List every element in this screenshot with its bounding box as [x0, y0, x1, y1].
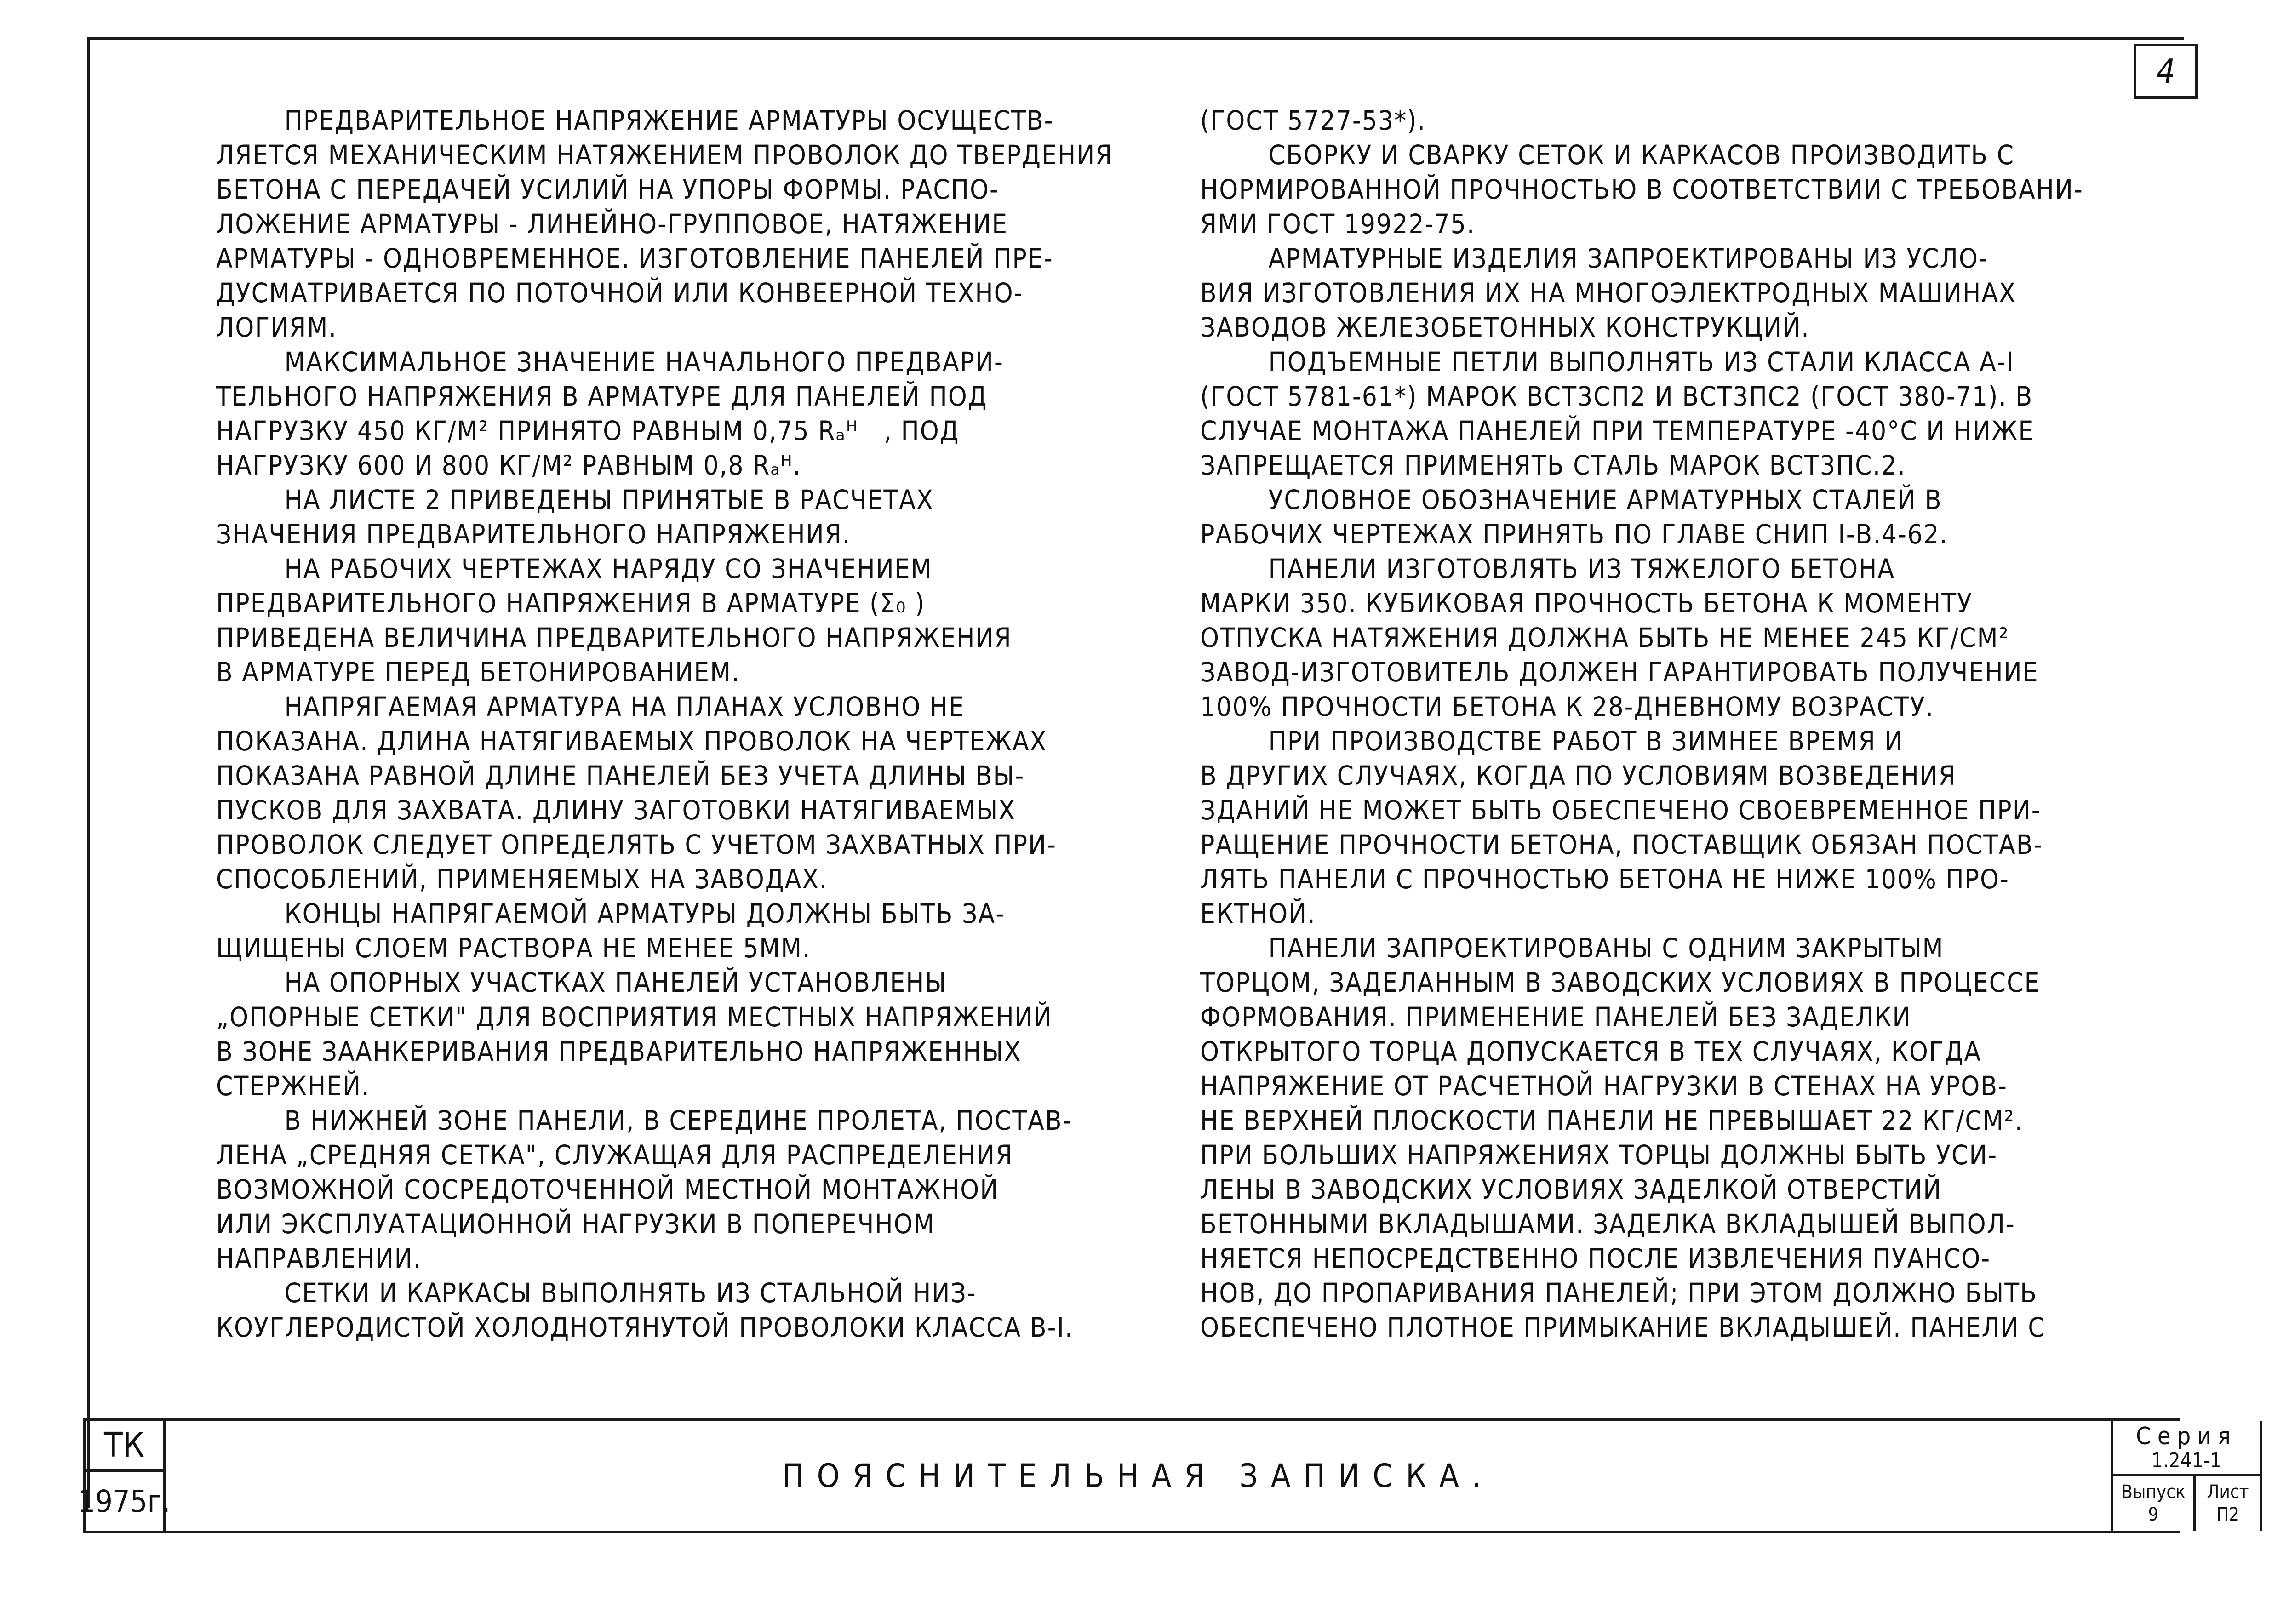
- text-line: ПРЕДВАРИТЕЛЬНОГО НАПРЯЖЕНИЯ В АРМАТУРЕ (Σ₀ ): [216, 588, 926, 619]
- text-line: 100% ПРОЧНОСТИ БЕТОНА К 28-ДНЕВНОМУ ВОЗРАСТУ.: [1200, 691, 1934, 722]
- text-line: ЛЕНЫ В ЗАВОДСКИХ УСЛОВИЯХ ЗАДЕЛКОЙ ОТВЕРСТИЙ: [1200, 1174, 1942, 1205]
- text-line: ЗАВОД-ИЗГОТОВИТЕЛЬ ДОЛЖЕН ГАРАНТИРОВАТЬ ПОЛУЧЕНИЕ: [1200, 657, 2039, 688]
- text-line: ОБЕСПЕЧЕНО ПЛОТНОЕ ПРИМЫКАНИЕ ВКЛАДЫШЕЙ. ПАНЕЛИ С: [1200, 1312, 2046, 1343]
- series-box: [2113, 1421, 2260, 1476]
- sheet-value: П2: [2216, 1504, 2239, 1525]
- document-title: ПОЯСНИТЕЛЬНАЯ ЗАПИСКА.: [782, 1457, 1494, 1495]
- text-line: НЯЕТСЯ НЕПОСРЕДСТВЕННО ПОСЛЕ ИЗВЛЕЧЕНИЯ ПУАНСО-: [1200, 1243, 1991, 1274]
- text-line: НАГРУЗКУ 450 КГ/М² ПРИНЯТО РАВНЫМ 0,75 Rₐᴴ , ПОД: [216, 415, 960, 446]
- text-line: СЕТКИ И КАРКАСЫ ВЫПОЛНЯТЬ ИЗ СТАЛЬНОЙ НИЗ-: [216, 1277, 977, 1309]
- text-line: В ДРУГИХ СЛУЧАЯХ, КОГДА ПО УСЛОВИЯМ ВОЗВЕДЕНИЯ: [1200, 760, 1957, 791]
- text-line: ПОКАЗАНА. ДЛИНА НАТЯГИВАЕМЫХ ПРОВОЛОК НА ЧЕРТЕЖАХ: [216, 726, 1047, 757]
- text-line: ТЕЛЬНОГО НАПРЯЖЕНИЯ В АРМАТУРЕ ДЛЯ ПАНЕЛЕЙ ПОД: [216, 381, 988, 412]
- text-line: ПАНЕЛИ ИЗГОТОВЛЯТЬ ИЗ ТЯЖЕЛОГО БЕТОНА: [1200, 553, 1895, 584]
- text-line: МАРКИ 350. КУБИКОВАЯ ПРОЧНОСТЬ БЕТОНА К МОМЕНТУ: [1200, 588, 1973, 619]
- issue-box: [2113, 1476, 2196, 1531]
- text-line: ТОРЦОМ, ЗАДЕЛАННЫМ В ЗАВОДСКИХ УСЛОВИЯХ В ПРОЦЕССЕ: [1200, 967, 2041, 998]
- sheet-box: [2196, 1476, 2260, 1531]
- text-line: АРМАТУРНЫЕ ИЗДЕЛИЯ ЗАПРОЕКТИРОВАНЫ ИЗ УСЛО-: [1200, 243, 1988, 274]
- sheet-label: Лист: [2207, 1481, 2249, 1503]
- text-line: ЗДАНИЙ НЕ МОЖЕТ БЫТЬ ОБЕСПЕЧЕНО СВОЕВРЕМЕННОЕ ПРИ-: [1200, 795, 2041, 826]
- text-line: БЕТОНА С ПЕРЕДАЧЕЙ УСИЛИЙ НА УПОРЫ ФОРМЫ. РАСПО-: [216, 174, 999, 205]
- text-line: СБОРКУ И СВАРКУ СЕТОК И КАРКАСОВ ПРОИЗВОДИТЬ С: [1200, 139, 2015, 171]
- text-line: НАГРУЗКУ 600 И 800 КГ/М² РАВНЫМ 0,8 Rₐᴴ.: [216, 450, 802, 481]
- text-line: ПРОВОЛОК СЛЕДУЕТ ОПРЕДЕЛЯТЬ С УЧЕТОМ ЗАХВАТНЫХ ПРИ-: [216, 829, 1057, 860]
- text-line: СТЕРЖНЕЙ.: [216, 1070, 370, 1102]
- text-line: СПОСОБЛЕНИЙ, ПРИМЕНЯЕМЫХ НА ЗАВОДАХ.: [216, 863, 828, 895]
- text-line: ЩИЩЕНЫ СЛОЕМ РАСТВОРА НЕ МЕНЕЕ 5ММ.: [216, 932, 811, 964]
- text-line: УСЛОВНОЕ ОБОЗНАЧЕНИЕ АРМАТУРНЫХ СТАЛЕЙ В: [1200, 484, 1942, 515]
- title-block-series-cell: [2111, 1421, 2262, 1531]
- text-line: ПУСКОВ ДЛЯ ЗАХВАТА. ДЛИНУ ЗАГОТОВКИ НАТЯГИВАЕМЫХ: [216, 795, 1016, 826]
- text-line: ЛЯЕТСЯ МЕХАНИЧЕСКИМ НАТЯЖЕНИЕМ ПРОВОЛОК ДО ТВЕРДЕНИЯ: [216, 139, 1113, 171]
- text-line: НАПРЯЖЕНИЕ ОТ РАСЧЕТНОЙ НАГРУЗКИ В СТЕНАХ НА УРОВ-: [1200, 1070, 2008, 1102]
- text-line: ЛОЖЕНИЕ АРМАТУРЫ - ЛИНЕЙНО-ГРУППОВОЕ, НАТЯЖЕНИЕ: [216, 208, 1008, 240]
- left-text-column: [216, 103, 1127, 1345]
- text-line: ЛОГИЯМ.: [216, 312, 338, 343]
- text-line: БЕТОННЫМИ ВКЛАДЫШАМИ. ЗАДЕЛКА ВКЛАДЫШЕЙ ВЫПОЛ-: [1200, 1208, 2015, 1240]
- text-line: „ОПОРНЫЕ СЕТКИ" ДЛЯ ВОСПРИЯТИЯ МЕСТНЫХ НАПРЯЖЕНИЙ: [216, 1001, 1053, 1033]
- sheet-number: 4: [2134, 44, 2198, 99]
- title-block: [78, 1418, 2249, 1533]
- text-line: РАБОЧИХ ЧЕРТЕЖАХ ПРИНЯТЬ ПО ГЛАВЕ СНИП I-В.4-62.: [1200, 519, 1948, 550]
- text-line: НОВ, ДО ПРОПАРИВАНИЯ ПАНЕЛЕЙ; ПРИ ЭТОМ ДОЛЖНО БЫТЬ: [1200, 1277, 2037, 1309]
- text-line: ЗНАЧЕНИЯ ПРЕДВАРИТЕЛЬНОГО НАПРЯЖЕНИЯ.: [216, 519, 851, 550]
- text-line: ОТКРЫТОГО ТОРЦА ДОПУСКАЕТСЯ В ТЕХ СЛУЧАЯХ, КОГДА: [1200, 1036, 1982, 1067]
- org-code: ТК: [86, 1421, 163, 1472]
- text-line: ЗАПРЕЩАЕТСЯ ПРИМЕНЯТЬ СТАЛЬ МАРОК ВСТ3ПС.2.: [1200, 450, 1906, 481]
- series-code: 1.241-1: [2151, 1449, 2222, 1472]
- text-line: ИЛИ ЭКСПЛУАТАЦИОННОЙ НАГРУЗКИ В ПОПЕРЕЧНОМ: [216, 1208, 935, 1240]
- text-line: АРМАТУРЫ - ОДНОВРЕМЕННОЕ. ИЗГОТОВЛЕНИЕ ПАНЕЛЕЙ ПРЕ-: [216, 243, 1053, 274]
- series-label: Серия: [2136, 1423, 2237, 1450]
- text-line: НАПРАВЛЕНИИ.: [216, 1243, 422, 1274]
- text-line: НА ЛИСТЕ 2 ПРИВЕДЕНЫ ПРИНЯТЫЕ В РАСЧЕТАХ: [216, 484, 934, 515]
- text-line: СЛУЧАЕ МОНТАЖА ПАНЕЛЕЙ ПРИ ТЕМПЕРАТУРЕ -40°С И НИЖЕ: [1200, 415, 2035, 446]
- text-line: (ГОСТ 5781-61*) МАРОК ВСТ3СП2 И ВСТ3ПС2 (ГОСТ 380-71). В: [1200, 381, 2033, 412]
- text-line: ПАНЕЛИ ЗАПРОЕКТИРОВАНЫ С ОДНИМ ЗАКРЫТЫМ: [1200, 932, 1944, 964]
- text-line: В АРМАТУРЕ ПЕРЕД БЕТОНИРОВАНИЕМ.: [216, 657, 740, 688]
- text-line: ДУСМАТРИВАЕТСЯ ПО ПОТОЧНОЙ ИЛИ КОНВЕЕРНОЙ ТЕХНО-: [216, 277, 1024, 309]
- text-line: КОНЦЫ НАПРЯГАЕМОЙ АРМАТУРЫ ДОЛЖНЫ БЫТЬ ЗА-: [216, 898, 1005, 929]
- text-line: ВИЯ ИЗГОТОВЛЕНИЯ ИХ НА МНОГОЭЛЕКТРОДНЫХ МАШИНАХ: [1200, 277, 2016, 309]
- text-line: РАЩЕНИЕ ПРОЧНОСТИ БЕТОНА, ПОСТАВЩИК ОБЯЗАН ПОСТАВ-: [1200, 829, 2043, 860]
- text-line: ПРЕДВАРИТЕЛЬНОЕ НАПРЯЖЕНИЕ АРМАТУРЫ ОСУЩЕСТВ-: [216, 105, 1054, 136]
- issue-label: Выпуск: [2121, 1481, 2186, 1503]
- text-line: НА РАБОЧИХ ЧЕРТЕЖАХ НАРЯДУ СО ЗНАЧЕНИЕМ: [216, 553, 933, 584]
- text-line: НЕ ВЕРХНЕЙ ПЛОСКОСТИ ПАНЕЛИ НЕ ПРЕВЫШАЕТ 22 КГ/СМ².: [1200, 1105, 2024, 1136]
- text-line: ПОДЪЕМНЫЕ ПЕТЛИ ВЫПОЛНЯТЬ ИЗ СТАЛИ КЛАССА А-I: [1200, 346, 2014, 377]
- text-line: ОТПУСКА НАТЯЖЕНИЯ ДОЛЖНА БЫТЬ НЕ МЕНЕЕ 245 КГ/СМ²: [1200, 622, 2009, 653]
- right-text-column: [1200, 103, 2143, 1345]
- year: 1975г.: [78, 1483, 171, 1519]
- text-line: ПРИ ПРОИЗВОДСТВЕ РАБОТ В ЗИМНЕЕ ВРЕМЯ И: [1200, 726, 1904, 757]
- text-line: НА ОПОРНЫХ УЧАСТКАХ ПАНЕЛЕЙ УСТАНОВЛЕНЫ: [216, 967, 947, 998]
- text-line: В ЗОНЕ ЗААНКЕРИВАНИЯ ПРЕДВАРИТЕЛЬНО НАПРЯЖЕННЫХ: [216, 1036, 1022, 1067]
- text-line: КОУГЛЕРОДИСТОЙ ХОЛОДНОТЯНУТОЙ ПРОВОЛОКИ КЛАССА В-I.: [216, 1312, 1074, 1343]
- text-line: ЛЕНА „СРЕДНЯЯ СЕТКА", СЛУЖАЩАЯ ДЛЯ РАСПРЕДЕЛЕНИЯ: [216, 1139, 1013, 1171]
- text-line: ВОЗМОЖНОЙ СОСРЕДОТОЧЕННОЙ МЕСТНОЙ МОНТАЖНОЙ: [216, 1174, 999, 1205]
- text-line: ЗАВОДОВ ЖЕЛЕЗОБЕТОННЫХ КОНСТРУКЦИЙ.: [1200, 312, 1810, 343]
- text-line: В НИЖНЕЙ ЗОНЕ ПАНЕЛИ, В СЕРЕДИНЕ ПРОЛЕТА, ПОСТАВ-: [216, 1105, 1072, 1136]
- text-line: ПОКАЗАНА РАВНОЙ ДЛИНЕ ПАНЕЛЕЙ БЕЗ УЧЕТА ДЛИНЫ ВЫ-: [216, 760, 1025, 791]
- text-line: ФОРМОВАНИЯ. ПРИМЕНЕНИЕ ПАНЕЛЕЙ БЕЗ ЗАДЕЛКИ: [1200, 1001, 1911, 1033]
- title-block-org-cell: [78, 1421, 171, 1531]
- text-line: (ГОСТ 5727-53*).: [1200, 105, 1426, 136]
- text-line: ЕКТНОЙ.: [1200, 898, 1316, 929]
- text-line: МАКСИМАЛЬНОЕ ЗНАЧЕНИЕ НАЧАЛЬНОГО ПРЕДВАРИ-: [216, 346, 1004, 377]
- text-line: ПРИ БОЛЬШИХ НАПРЯЖЕНИЯХ ТОРЦЫ ДОЛЖНЫ БЫТЬ УСИ-: [1200, 1139, 1998, 1171]
- text-line: НАПРЯГАЕМАЯ АРМАТУРА НА ПЛАНАХ УСЛОВНО НЕ: [216, 691, 965, 722]
- text-line: ПРИВЕДЕНА ВЕЛИЧИНА ПРЕДВАРИТЕЛЬНОГО НАПРЯЖЕНИЯ: [216, 622, 1012, 653]
- text-line: ЛЯТЬ ПАНЕЛИ С ПРОЧНОСТЬЮ БЕТОНА НЕ НИЖЕ 100% ПРО-: [1200, 863, 2009, 895]
- text-line: НОРМИРОВАННОЙ ПРОЧНОСТЬЮ В СООТВЕТСТВИИ С ТРЕБОВАНИ-: [1200, 174, 2083, 205]
- issue-value: 9: [2148, 1504, 2159, 1525]
- text-line: ЯМИ ГОСТ 19922-75.: [1200, 208, 1476, 240]
